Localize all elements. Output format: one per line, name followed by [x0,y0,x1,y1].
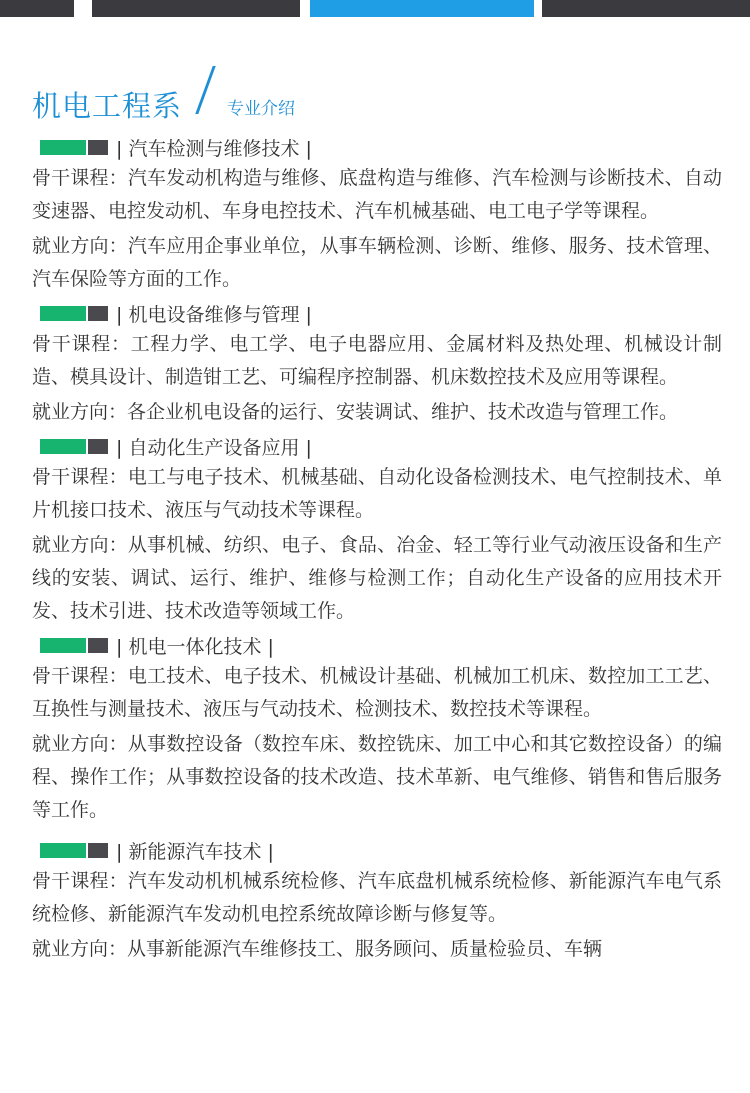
heading-green-bar [40,140,86,155]
major-block [32,835,722,966]
heading-gray-bar [88,140,108,155]
major-employment: 就业方向：从事新能源汽车维修技工、服务顾问、质量检验员、车辆 [32,938,603,960]
majors-list [32,130,722,966]
major-courses: 骨干课程：工程力学、电工学、电子电器应用、金属材料及热处理、机械设计制造、模具设计、制造钳工艺、可编程序控制器、机床数控技术及应用等课程。 [32,333,722,388]
major-heading [32,835,722,865]
major-heading [32,431,722,461]
heading-green-bar [40,638,86,653]
major-employment: 就业方向：从事机械、纺织、电子、食品、冶金、轻工等行业气动液压设备和生产线的安装、调试、运行、维护、维修与检测工作；自动化生产设备的应用技术开发、技术引进、技术改造等领域工作。 [32,534,722,622]
major-name: | 机电设备维修与管理 | [116,303,312,326]
major-employment: 就业方向：各企业机电设备的运行、安装调试、维护、技术改造与管理工作。 [32,401,679,423]
top-decoration-bars [0,0,750,17]
heading-green-bar [40,439,86,454]
title-slash-divider [195,66,215,114]
heading-gray-bar [88,638,108,653]
heading-gray-bar [88,306,108,321]
top-bar-dark [0,0,74,17]
section-subtitle: 专业介绍 [227,99,295,119]
major-courses: 骨干课程：汽车发动机构造与维修、底盘构造与维修、汽车检测与诊断技术、自动变速器、电控发动机、车身电控技术、汽车机械基础、电工电子学等课程。 [32,167,722,222]
heading-green-bar [40,306,86,321]
major-employment: 就业方向：汽车应用企事业单位，从事车辆检测、诊断、维修、服务、技术管理、汽车保险等方面的工作。 [32,235,722,290]
major-block [32,630,722,827]
department-title: 机电工程系 [32,89,183,123]
top-bar-dark [542,0,750,17]
major-name: | 汽车检测与维修技术 | [116,137,312,160]
major-name: | 新能源汽车技术 | [116,840,274,863]
top-bar-blue [310,0,534,17]
major-name: | 机电一体化技术 | [116,635,274,658]
heading-green-bar [40,843,86,858]
major-block [32,431,722,628]
major-name: | 自动化生产设备应用 | [116,436,312,459]
major-block [32,298,722,429]
heading-gray-bar [88,439,108,454]
major-courses: 骨干课程：电工技术、电子技术、机械设计基础、机械加工机床、数控加工工艺、互换性与测量技术、液压与气动技术、检测技术、数控技术等课程。 [32,665,722,720]
major-courses: 骨干课程：电工与电子技术、机械基础、自动化设备检测技术、电气控制技术、单片机接口技术、液压与气动技术等课程。 [32,466,722,521]
major-courses: 骨干课程：汽车发动机机械系统检修、汽车底盘机械系统检修、新能源汽车电气系统检修、新能源汽车发动机电控系统故障诊断与修复等。 [32,870,722,925]
major-heading [32,630,722,660]
major-block [32,132,722,296]
heading-gray-bar [88,843,108,858]
major-heading [32,298,722,328]
top-bar-dark [92,0,300,17]
major-employment: 就业方向：从事数控设备（数控车床、数控铣床、加工中心和其它数控设备）的编程、操作工作；从事数控设备的技术改造、技术革新、电气维修、销售和售后服务等工作。 [32,733,722,821]
major-heading [32,132,722,162]
